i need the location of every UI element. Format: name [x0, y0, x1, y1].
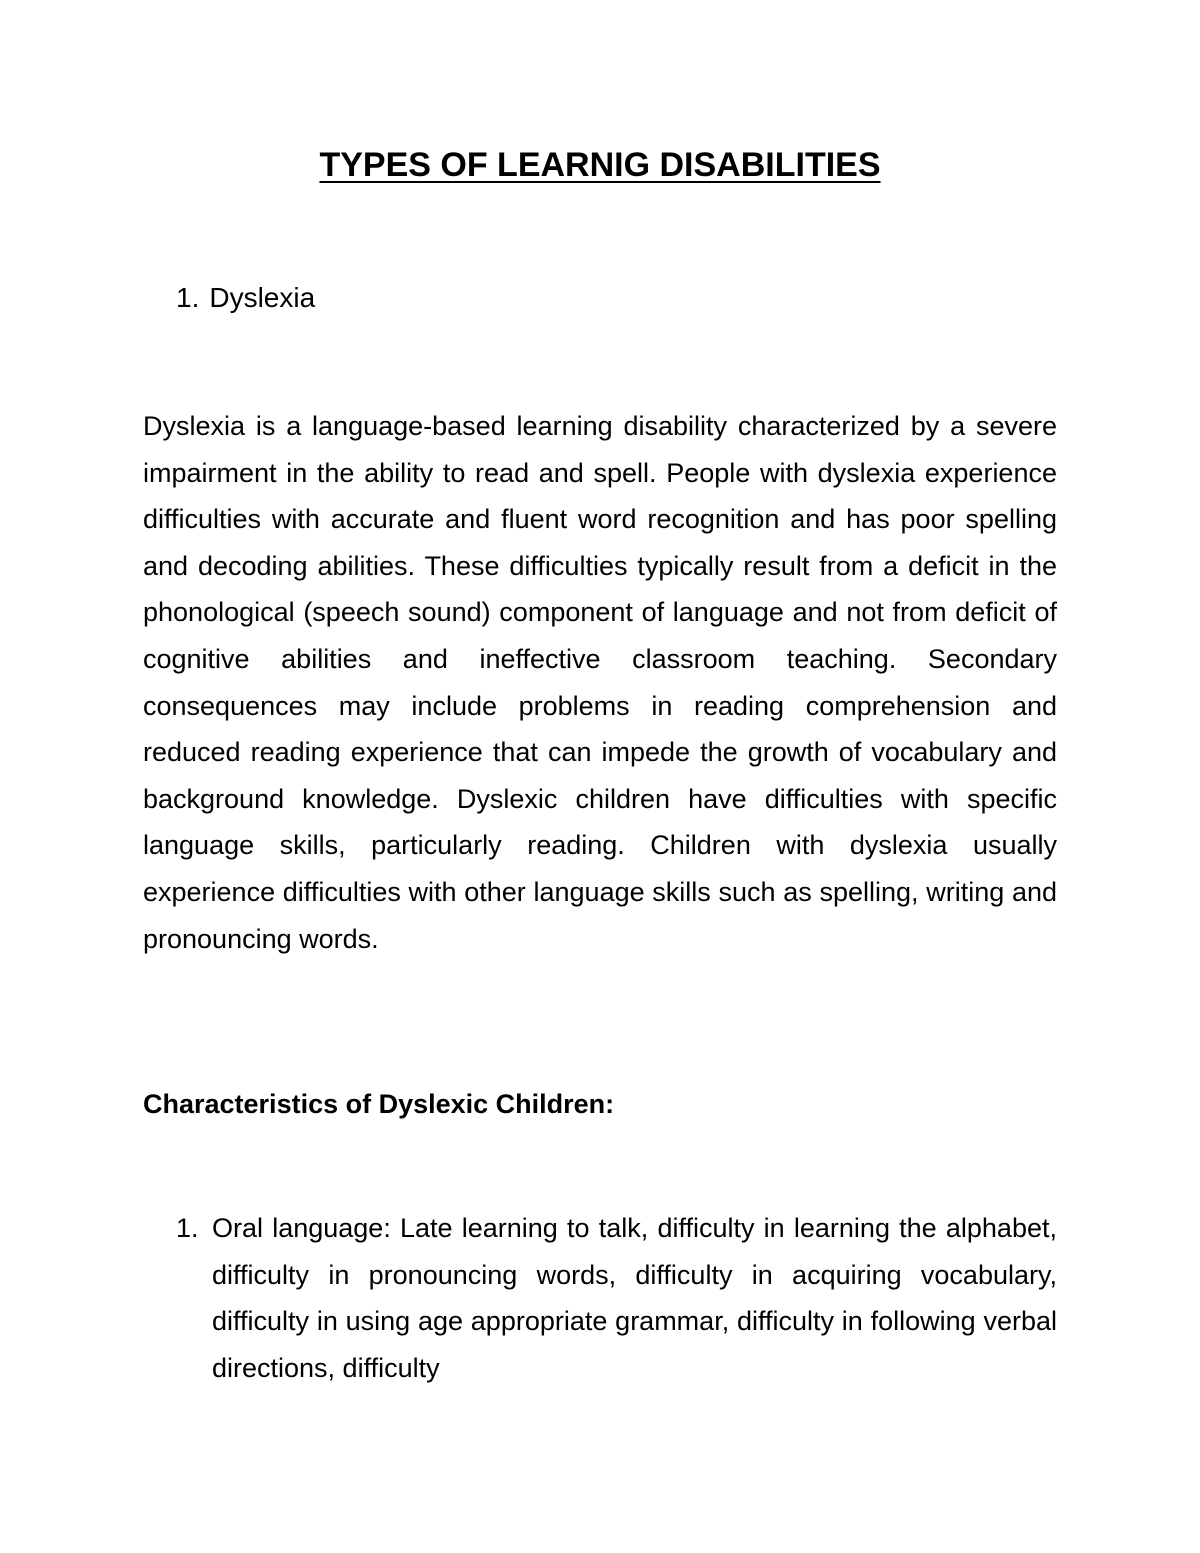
characteristics-list — [143, 1205, 1057, 1391]
section-heading — [176, 282, 315, 314]
list-item — [143, 1205, 1057, 1391]
body-paragraph: Dyslexia is a language-based learning disability characterized by a severe impairment in the ability to read and spell. People with dyslexia experience difficulties with accurate and fluent word recognition and has poor spelling and decoding abilities. These difficulties typically result from a deficit in the phonological (speech sound) component of language and not from deficit of cognitive abilities and ineffective classroom teaching. Secondary consequences may include problems in reading comprehension and reduced reading experience that can impede the growth of vocabulary and background knowledge. Dyslexic children have difficulties with specific language skills, particularly reading. Children with dyslexia usually experience difficulties with other language skills such as spelling, writing and pronouncing words. — [143, 411, 1057, 954]
list-item-marker: 1. — [176, 1213, 199, 1243]
section-number: 1. — [176, 282, 200, 313]
section-label: Dyslexia — [209, 282, 316, 313]
list-item-text: Oral language: Late learning to talk, difficulty in learning the alphabet, difficulty in pronouncing words, difficulty in acquiring vocabulary, difficulty in using age appropriate grammar, difficulty in following verbal directions, difficulty — [212, 1213, 1057, 1383]
document-title: TYPES OF LEARNIG DISABILITIES — [319, 146, 881, 184]
characteristics-heading: Characteristics of Dyslexic Children: — [143, 1089, 615, 1119]
